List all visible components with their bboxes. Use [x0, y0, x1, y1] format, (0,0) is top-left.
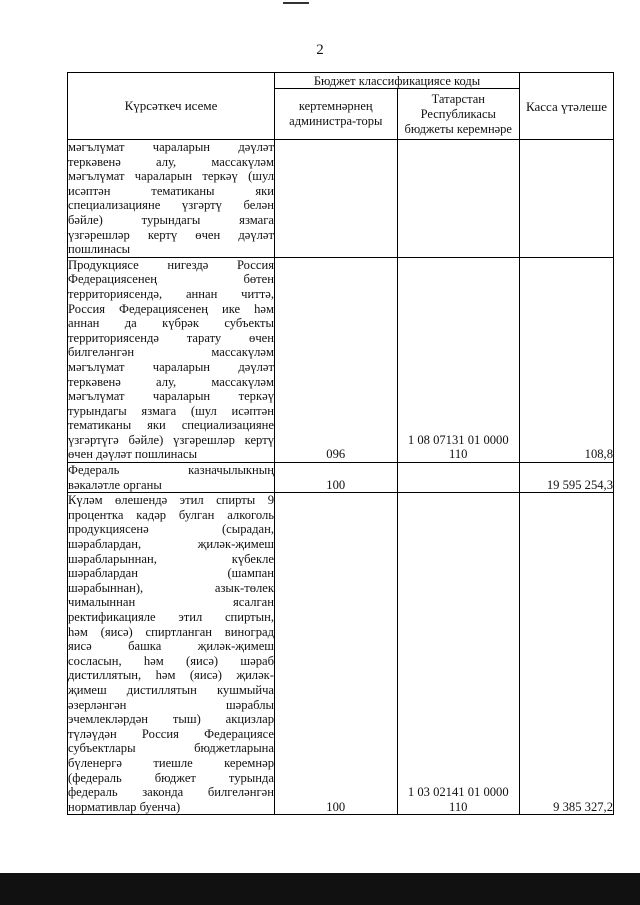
indicator-name-line: дистиллятын, һәм (яисә) җиләк- [68, 668, 274, 683]
indicator-name-cell [68, 257, 275, 462]
indicator-name-line: бәйле) турындагы язмага [68, 212, 274, 227]
indicator-name-cell [68, 493, 275, 815]
indicator-name-line: эчемлекләрдән тыш) акцизлар [68, 712, 274, 727]
classification-code-header: Бюджет классификациясе коды [275, 73, 520, 89]
table-row [68, 493, 614, 815]
indicator-name-line: Күләм өлешендә этил спирты 9 [68, 493, 274, 508]
indicator-name-line: нормативлар буенча) [68, 799, 181, 814]
indicator-name-line: җимеш дистиллятын кушмыйча [68, 682, 274, 697]
indicator-name-line: Федерациясенең бөтен [68, 272, 274, 287]
indicator-name-line: шәрабларыннан, күбекле [68, 551, 274, 566]
administrator-code-cell: 100 [275, 463, 398, 493]
indicator-name-line: мәгълүмат чараларын теркәү (шул [68, 169, 274, 184]
indicator-name-line: тематиканы яки специализацияне [68, 418, 274, 433]
indicator-name-header: Күрсәткеч исеме [68, 73, 275, 140]
indicator-name-line: түләүдән Россия Федерациясе [68, 726, 274, 741]
indicator-name-line: пошлинасы [68, 242, 131, 257]
budget-code-cell: 1 03 02141 01 0000 110 [397, 493, 520, 815]
indicator-name-line: өчен дәүләт пошлинасы [68, 447, 198, 462]
indicator-name-line: вәкаләтле органы [68, 477, 162, 492]
indicator-name-line: әзерләнгән шәраблы [68, 697, 274, 712]
indicator-name-line: территориясендә тарату өчен [68, 330, 274, 345]
header-row-1 [68, 73, 614, 89]
indicator-name-line: исәптән тематиканы яки [68, 183, 274, 198]
indicator-name-line: сосласын, һәм (яисә) шәраб [68, 653, 274, 668]
indicator-name-line: яисә башка җиләк-җимеш [68, 639, 274, 654]
administrator-code-cell: 096 [275, 257, 398, 462]
indicator-name-line: специализацияне үзгәртү белән [68, 198, 274, 213]
indicator-name-cell [68, 140, 275, 258]
indicator-name-cell [68, 463, 275, 493]
indicator-name-line: теркәвенә алу, массакүләм [68, 154, 274, 169]
indicator-name-line: субъектлары бюджетларына [68, 741, 274, 756]
indicator-name-line: үзгәртүгә бәйле) үзгәрешләр кертү [68, 432, 274, 447]
indicator-name-line: үзгәрешләр кертү өчен дәүләт [68, 227, 274, 242]
indicator-name-line: теркәвенә алу, массакүләм [68, 374, 274, 389]
indicator-name-line: шәраблардан, җиләк-җимеш [68, 537, 274, 552]
budget-code-cell [397, 463, 520, 493]
administrator-code-cell [275, 140, 398, 258]
indicator-name-line: Федераль казначылыкның [68, 463, 274, 478]
cash-execution-cell: 9 385 327,2 [520, 493, 614, 815]
budget-code-cell [397, 140, 520, 258]
indicator-name-line: ректификацияле этил спиртын, [68, 610, 274, 624]
table-row [68, 257, 614, 462]
cash-execution-header: Касса үтәлеше [520, 73, 614, 140]
indicator-name-line: шәрабыннан), азык-төлек [68, 580, 274, 595]
indicator-name-line: аннан да күбрәк субъекты [68, 316, 274, 331]
indicator-name-line: турындагы язмага (шул исәптән [68, 403, 274, 418]
cash-execution-cell: 19 595 254,3 [520, 463, 614, 493]
indicator-name-line: һәм (яисә) спиртланган виноград [68, 624, 274, 639]
indicator-name-line: продукциясенә (сырадан, [68, 522, 274, 537]
indicator-name-line: шәраблардан (шампан [68, 566, 274, 581]
scan-bottom-edge [0, 873, 640, 905]
administrator-code-cell: 100 [275, 493, 398, 815]
table-body [68, 140, 614, 815]
indicator-name-line: мәгълүмат чараларын дәүләт [68, 359, 274, 374]
indicator-name-line: Продукциясе нигездә Россия [68, 257, 274, 272]
indicator-name-line: процентка кадәр булган алкоголь [68, 507, 274, 522]
indicator-name-line: билгеләнгән массакүләм [68, 345, 274, 360]
tatarstan-income-header: Татарстан Республикасы бюджеты керемнәре [397, 89, 520, 140]
cash-execution-cell [520, 140, 614, 258]
indicator-name-line: (федераль бюджет турында [68, 770, 274, 785]
page-number: 2 [316, 42, 324, 58]
budget-code-cell: 1 08 07131 01 0000 110 [397, 257, 520, 462]
indicator-name-line: бүленергә тиешле керемнәр [68, 755, 274, 770]
table-row [68, 463, 614, 493]
administrator-header: кертемнәрнең администра-торы [275, 89, 398, 140]
cash-execution-cell: 108,8 [520, 257, 614, 462]
indicator-name-line: федераль законда билгеләнгән [68, 785, 274, 800]
top-rule-mark [283, 2, 309, 4]
indicator-name-line: мәгълүмат чараларын теркәү [68, 389, 274, 404]
indicator-name-line: мәгълүмат чараларын дәүләт [68, 140, 274, 154]
indicator-name-line: Россия Федерациясенең ике һәм [68, 301, 274, 316]
indicator-name-line: чималыннан ясалган [68, 595, 274, 610]
budget-table [67, 72, 614, 815]
indicator-name-line: территориясендә, аннан читтә, [68, 286, 274, 301]
table-row [68, 140, 614, 258]
